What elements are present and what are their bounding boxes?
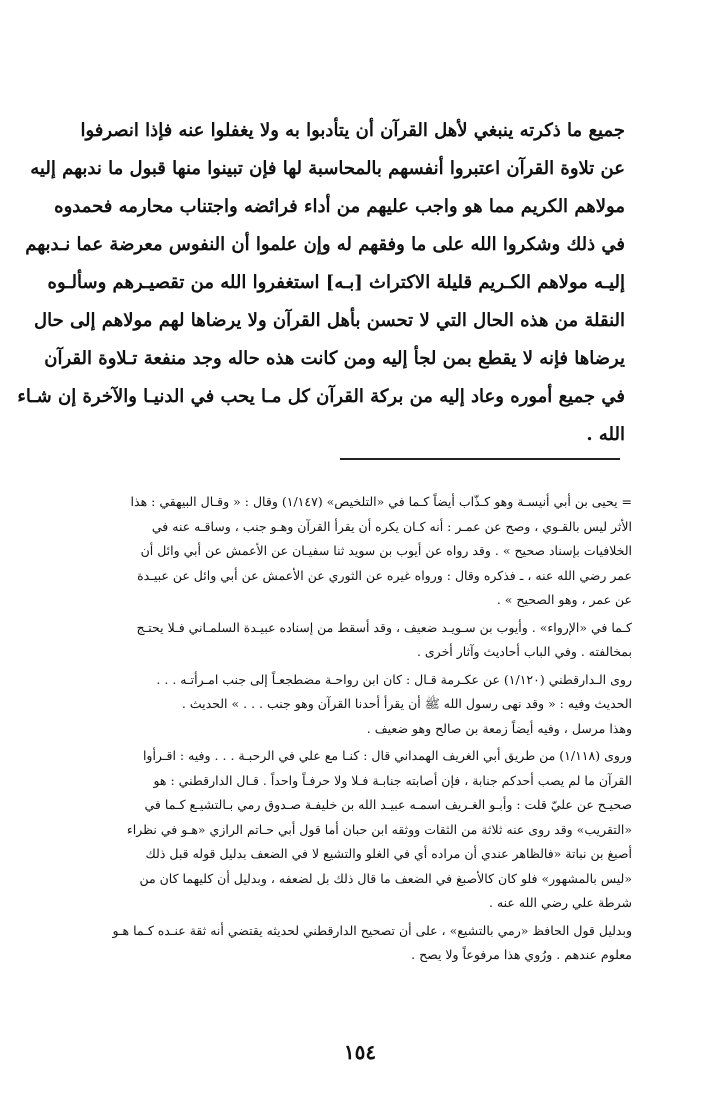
footnote-line: «ليس بالمشهور» فلو كان كالأصبغ في الضعف ما قال ذلك بل لضعفه ، وبدليل أن كليهما كان من [139, 870, 632, 886]
footnote-line: بمخالفته . وفي الباب أحاديث وآثار أخرى . [416, 644, 632, 659]
footnote-line: صحيـح عن عليّ قلت : وأبـو الغـريف اسمـه عبيـد الله بن خليفـة صـدوق رمي بـالتشيـع كـما في [144, 797, 632, 812]
footnotes-block [60, 490, 632, 968]
main-text-line: يرضاها فإنه لا يقطع بمن لجأ إليه ومن كانت هذه حاله وجد منفعة تـلاوة القرآن [44, 348, 625, 369]
footnote-line: الأثر ليس بالقـوي ، وصح عن عمـر : أنه كـان يكره أن يقرأ القرآن وهـو جنب ، وساقـه عنه في [151, 518, 632, 534]
footnote-line: عن عمر ، وهو الصحيح » . [496, 592, 632, 607]
main-text-line: الله . [586, 424, 625, 445]
footnote-line: وهذا مرسل ، وفيه أيضاً زمعة بن صالح وهو ضعيف . [366, 720, 632, 736]
footnote-line: معلوم عندهم . ورُوي هذا مرفوعاً ولا يصح . [411, 947, 632, 962]
footnote-line: عمر رضي الله عنه ، ـ فذكره وقال : ورواه غيره عن الثوري عن الأعمش عن أبي وائل عن عبيـدة [137, 567, 632, 583]
footnote-line: الخلافيات بإسناد صحيح » . وقد رواه عن أيوب بن سويد ثنا سفيـان عن الأعمش عن أبي وائل أن [140, 543, 632, 558]
footnote-line: كـما في «الإرواء» . وأيوب بن سـويـد ضعيف ، وقد أسقط من إسناده عبيـدة السلمـاني فـلا يحتـج [136, 619, 632, 635]
main-text-line: جميع ما ذكرته ينبغي لأهل القرآن أن يتأدبوا به ولا يغفلوا عنه فإذا انصرفوا [80, 120, 625, 141]
footnote-line: وروى (١/١١٨) من طريق أبي الغريف الهمداني قال : كنـا مع علي في الرحبـة . . . وفيه : اقـرأوا [142, 748, 632, 763]
main-text-line: عن تلاوة القرآن اعتبروا أنفسهم بالمحاسبة لها فإن تبينوا منها قبول ما ندبهم إليه [30, 158, 625, 179]
main-text-line: إليـه مولاهم الكـريم قليلة الاكتراث [بـه] استغفروا الله من تقصيـرهم وسألـوه [47, 272, 625, 293]
footnote-line: شرطة علي رضي الله عنه . [489, 895, 632, 910]
main-text-line: في جميع أموره وعاد إليه من بركة القرآن كل مـا يحب في الدنيـا والآخرة إن شـاء [17, 386, 625, 407]
main-text-line: في ذلك وشكروا الله على ما وفقهم له وإن علموا أن النفوس معرضة عما نـدبهم [25, 234, 625, 255]
footnote-line: الحديث وفيه : « وقد نهى رسول الله ﷺ أن يقرأ أحدنا القرآن وهو جنب . . . » الحديث . [181, 696, 632, 711]
main-text-line: مولاهم الكريم مما هو واجب عليهم من أداء فرائضه واجتناب محارمه فحمدوه [54, 196, 625, 217]
main-text-line: النقلة من هذه الحال التي لا تحسن بأهل القرآن ولا يرضاها لهم مولاهم إلى حال [34, 310, 625, 331]
main-text-block [17, 112, 625, 454]
footnote-line: القرآن ما لم يصب أحدكم جنابة ، فإن أصابته جنابـة فـلا ولا حرفـاً واحداً . قـال الدارقطني : هو [153, 772, 632, 788]
footnote-line: = يحيى بن أبي أنيسـة وهو كـذّاب أيضاً كـما في «التلخيص» (١/١٤٧) وقال : « وقـال البيهقي : هذا [130, 494, 632, 509]
page-number: ١٥٤ [343, 1040, 377, 1064]
footnote-line: «التقريب» وقد روى عنه ثلاثة من الثقات ووثقه ابن حبان أما قول أبي حـاتم الرازي «هـو في نظراء [126, 821, 632, 837]
footnote-line: روى الـدارقطني (١/١٢٠) عن عكـرمة قـال : كان ابن رواحـة مضطجعـاً إلى جنب امـرأتـه . . . [156, 671, 632, 687]
footnote-line: أصبغ بن نباتة «فالظاهر عندي أن مراده أي في الغلو والتشيع لا في الضعف بدليل قوله قبل ذلك [145, 846, 632, 861]
footnote-separator [340, 458, 620, 460]
footnote-line: وبدليل قول الحافظ «رمي بالتشيع» ، على أن تصحيح الدارقطني لحديثه يقتضي أنه ثقة عنـده كـما هـو [112, 922, 632, 938]
